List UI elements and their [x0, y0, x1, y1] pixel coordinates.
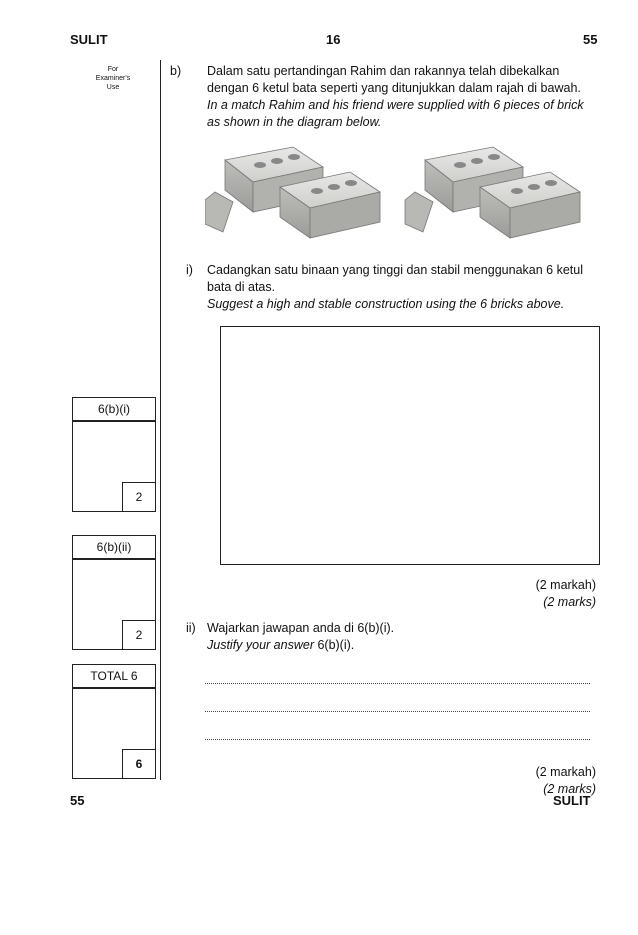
- examiner-note: [88, 65, 138, 92]
- part-ii-english-italic: Justify your answer: [207, 638, 314, 652]
- question-b-malay: Dalam satu pertandingan Rahim dan rakannya telah dibekalkan: [207, 64, 560, 78]
- marks-english: (2 marks): [543, 595, 596, 609]
- part-i-malay: bata di atas.: [207, 280, 276, 294]
- footer-sulit: SULIT: [553, 793, 591, 808]
- answer-line[interactable]: [205, 682, 590, 684]
- answer-box[interactable]: [220, 326, 600, 565]
- footer-code: 55: [70, 793, 85, 808]
- part-i-marks: [536, 577, 596, 611]
- question-b-text: [207, 63, 607, 131]
- question-b-malay: dengan 6 ketul bata seperti yang ditunjukkan dalam rajah di bawah.: [207, 81, 581, 95]
- brick-group-left: [205, 147, 380, 238]
- max-score-6bii: 2: [122, 620, 156, 650]
- part-ii-malay: Wajarkan jawapan anda di 6(b)(i).: [207, 621, 395, 635]
- examiner-note-line: Use: [106, 84, 120, 91]
- page-number: 16: [326, 32, 341, 47]
- marks-malay: (2 markah): [535, 578, 596, 592]
- max-score-6bi: 2: [122, 482, 156, 512]
- question-b-english: In a match Rahim and his friend were supplied with 6 pieces of brick: [207, 98, 584, 112]
- part-i-label: i): [186, 263, 193, 277]
- examiner-note-line: Examiner's: [95, 75, 131, 82]
- header-sulit: SULIT: [70, 32, 108, 47]
- score-label-box: [72, 535, 156, 560]
- bricks-illustration: [205, 142, 595, 242]
- answer-line[interactable]: [205, 710, 590, 712]
- score-label-box: [72, 397, 156, 422]
- brick-group-right: [405, 147, 580, 238]
- question-b-label: b): [170, 64, 182, 78]
- examiner-note-line: For: [107, 66, 119, 73]
- marks-english: (2 marks): [543, 782, 596, 796]
- part-ii-english-ref: 6(b)(i).: [313, 638, 355, 652]
- score-label-6bii: 6(b)(ii): [96, 540, 132, 554]
- part-i-english: Suggest a high and stable construction using the 6 bricks above.: [207, 297, 565, 311]
- margin-divider: [160, 60, 161, 780]
- part-ii-text: [207, 620, 607, 654]
- question-b-english: as shown in the diagram below.: [207, 115, 382, 129]
- part-i-malay: Cadangkan satu binaan yang tinggi dan stabil menggunakan 6 ketul: [207, 263, 583, 277]
- score-label-6bi: 6(b)(i): [98, 402, 130, 416]
- answer-line[interactable]: [205, 738, 590, 740]
- part-ii-english: [207, 637, 607, 654]
- score-label-box: [72, 664, 156, 689]
- score-label-total: TOTAL 6: [90, 669, 138, 683]
- marks-malay: (2 markah): [535, 765, 596, 779]
- part-i-text: [207, 262, 607, 313]
- part-ii-label: ii): [186, 621, 196, 635]
- max-score-total: 6: [122, 749, 156, 779]
- header-code: 55: [583, 32, 598, 47]
